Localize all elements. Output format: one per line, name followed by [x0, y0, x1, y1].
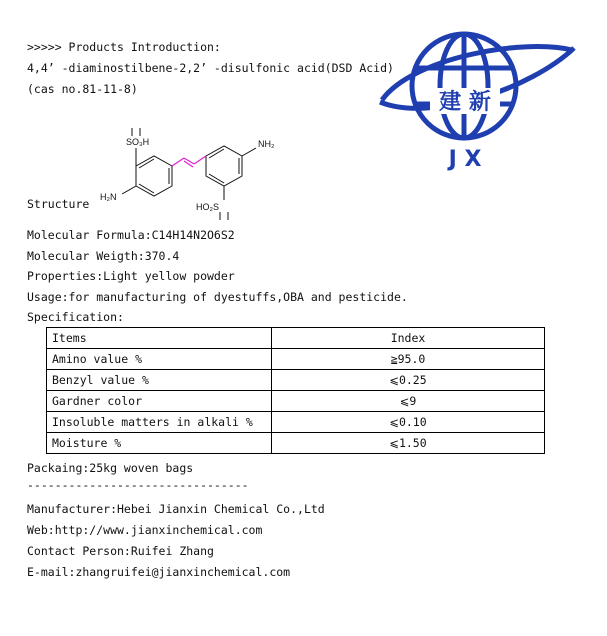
intro-heading: >>>>> Products Introduction:	[27, 40, 221, 54]
item-cell: Insoluble matters in alkali %	[47, 412, 272, 433]
specification-table	[46, 327, 545, 454]
company-logo	[372, 28, 582, 178]
logo-chinese-name: 建 新	[439, 90, 491, 115]
molecular-formula: Molecular Formula:C14H14N2O6S2	[27, 228, 235, 242]
table-row	[47, 370, 545, 391]
item-cell: Benzyl value %	[47, 370, 272, 391]
structure-label: Structure	[27, 197, 90, 211]
chemical-structure	[88, 118, 288, 228]
molecular-weight: Molecular Weigth:370.4	[27, 249, 180, 263]
table-row	[47, 433, 545, 454]
header-items: Items	[47, 328, 272, 349]
table-row	[47, 349, 545, 370]
properties-text: Properties:Light yellow powder	[27, 269, 235, 283]
logo-letters: J X	[448, 147, 482, 172]
item-cell: Gardner color	[47, 391, 272, 412]
table-row	[47, 391, 545, 412]
product-name: 4,4’ -diaminostilbene-2,2’ -disulfonic acid(DSD Acid)	[27, 61, 394, 75]
contact-person: Contact Person:Ruifei Zhang	[27, 544, 214, 558]
manufacturer-text: Manufacturer:Hebei Jianxin Chemical Co.,Ltd	[27, 502, 325, 516]
website-link[interactable]: Web:http://www.jianxinchemical.com	[27, 523, 263, 537]
so3h-top-label: SO₃H	[126, 137, 150, 147]
table-row	[47, 412, 545, 433]
packing-text: Packaing:25kg woven bags	[27, 461, 194, 475]
nh2-right-label: NH₂	[258, 139, 275, 149]
nh2-left-label: H₂N	[100, 192, 117, 202]
cas-number: (cas no.81-11-8)	[27, 82, 138, 96]
specification-label: Specification:	[27, 310, 124, 324]
email-link[interactable]: E-mail:zhangruifei@jianxinchemical.com	[27, 565, 291, 579]
table-header-row	[47, 328, 545, 349]
item-cell: Amino value %	[47, 349, 272, 370]
divider: --------------------------------	[27, 478, 249, 492]
index-cell: ⩽0.10	[272, 412, 545, 433]
index-cell: ⩽9	[272, 391, 545, 412]
index-cell: ⩽0.25	[272, 370, 545, 391]
item-cell: Moisture %	[47, 433, 272, 454]
so3h-bottom-label: HO₂S	[196, 202, 219, 212]
usage-text: Usage:for manufacturing of dyestuffs,OBA and pesticide.	[27, 290, 408, 304]
header-index: Index	[272, 328, 545, 349]
index-cell: ⩽1.50	[272, 433, 545, 454]
index-cell: ≧95.0	[272, 349, 545, 370]
